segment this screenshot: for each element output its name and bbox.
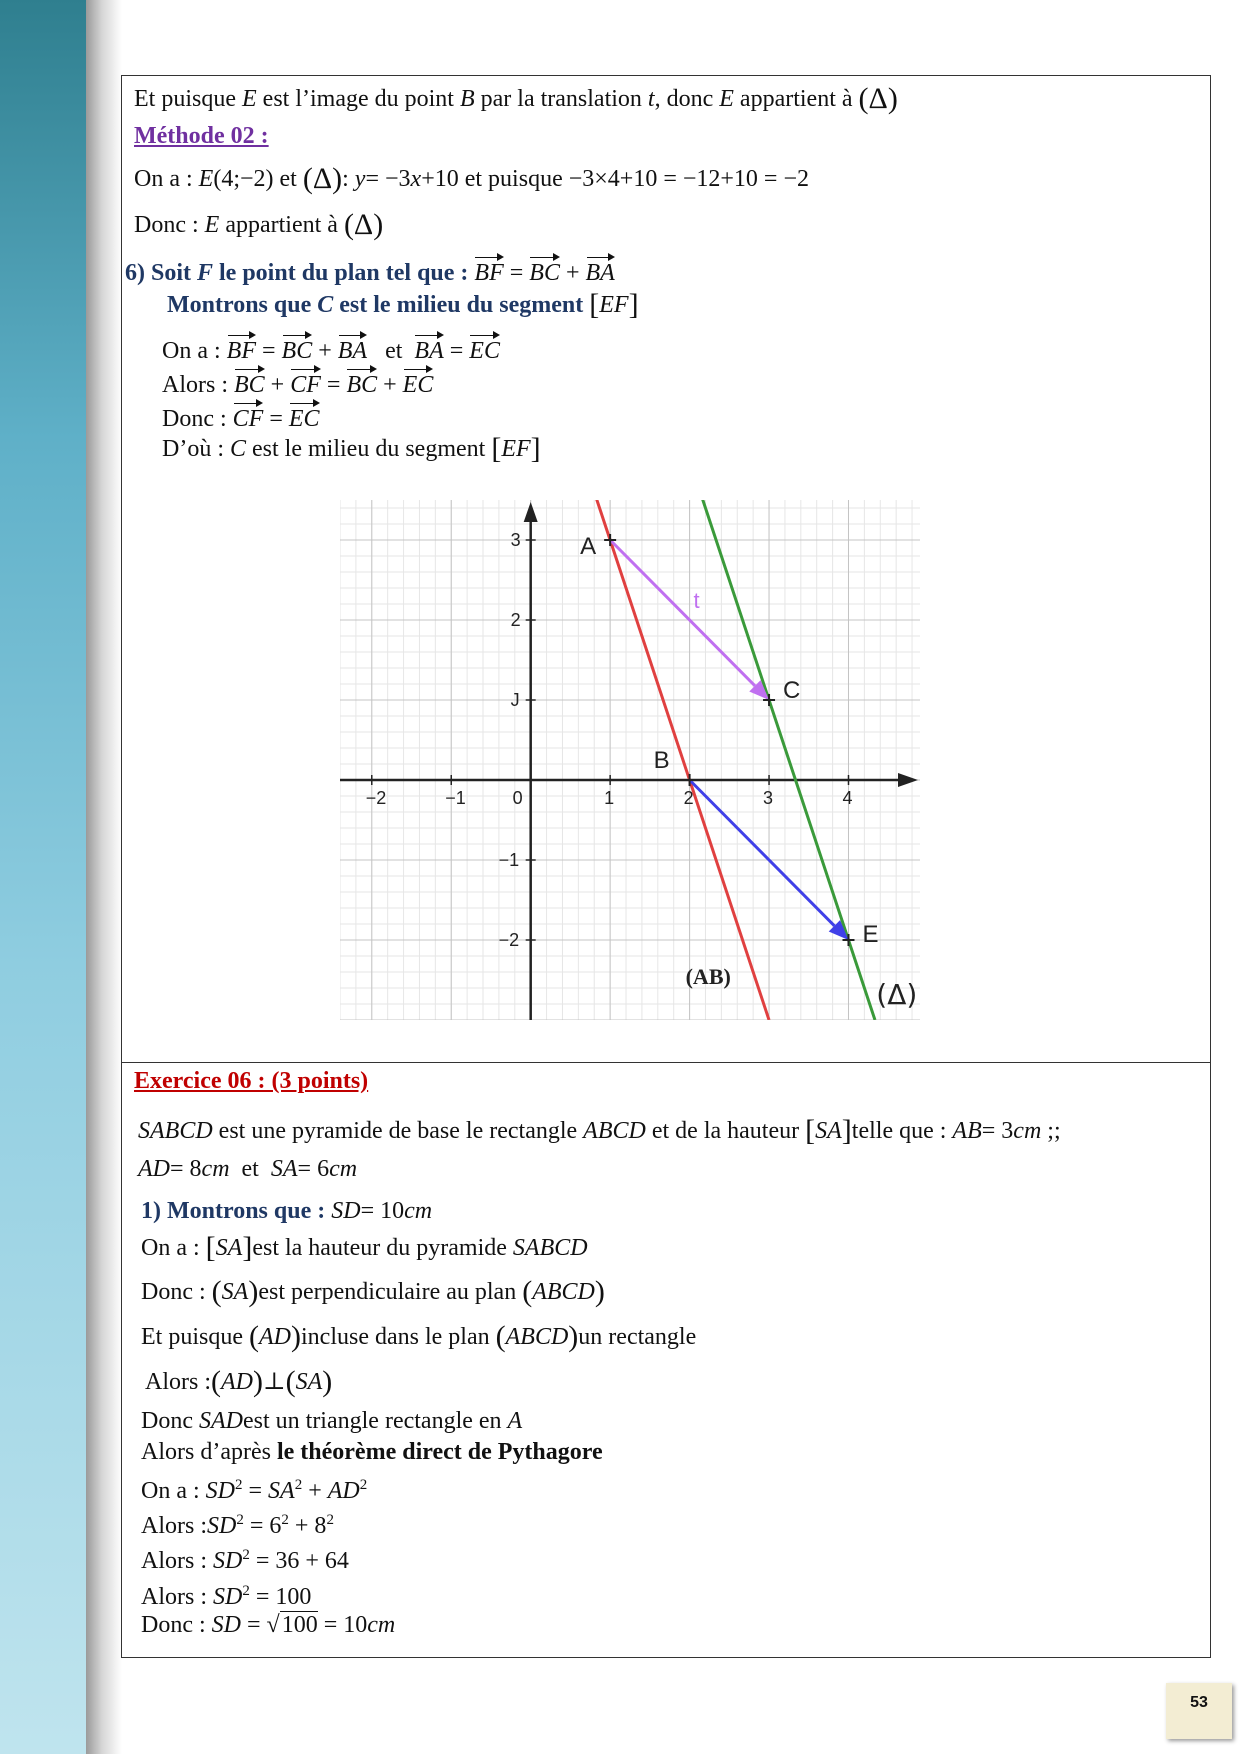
proof-line-4: D’où : C est le milieu du segment [EF] — [162, 432, 541, 465]
answer-line-3: Et puisque (AD)incluse dans le plan (ABCD)un rectangle — [141, 1320, 697, 1353]
proof-line-1: On a : BF = BC + BA et BA = EC — [162, 332, 500, 366]
exercise-intro-line-2: AD= 8cm et SA= 6cm — [138, 1156, 358, 1182]
answer-line-2: Donc : (SA)est perpendiculaire au plan (ABCD) — [141, 1275, 605, 1308]
x-tick-label: 4 — [842, 788, 853, 808]
question-6-title: 6) Soit F le point du plan tel que : BF = BC + BA — [125, 254, 615, 288]
x-tick-label: 2 — [683, 788, 694, 808]
answer-line-4: Alors :(AD)⊥(SA) — [145, 1365, 333, 1398]
sidebar-shadow — [86, 0, 122, 1754]
y-tick-label: −2 — [498, 930, 520, 950]
answer-line-8: Alors $:SD^2 = 6^2 + 8^2$ — [141, 1512, 334, 1539]
answer-line-11: Donc : SD = √100 = 10cm — [141, 1612, 396, 1638]
point-b-label: B — [653, 747, 670, 774]
vector-t-label: t — [693, 588, 700, 613]
question-1-title: 1) Montrons que : SD= 10cm — [141, 1198, 433, 1224]
y-tick-label: J — [510, 690, 520, 710]
point-c-label: C — [783, 677, 801, 704]
page-sidebar-band — [0, 0, 86, 1754]
answer-line-7: On a : $SD^2 = SA^2 + AD^2$ — [141, 1477, 368, 1504]
x-axis-arrow — [898, 773, 918, 787]
y-axis-arrow — [524, 502, 538, 522]
y-tick-label: 2 — [510, 610, 521, 630]
point-e-label: E — [862, 921, 879, 948]
proof-line-3: Donc : CF = EC — [162, 400, 320, 434]
line-ab-label: (AB) — [685, 964, 731, 989]
text-line-e-belongs: Donc : E appartient à (Δ) — [134, 208, 384, 241]
coordinate-graph — [340, 500, 920, 1020]
x-tick-label: −2 — [365, 788, 387, 808]
x-tick-label: 3 — [763, 788, 774, 808]
text-line-check-e: On a : E(4;−2) et (Δ): y= −3x+10 et puisque −3×4+10 = −12+10 = −2 — [134, 162, 809, 195]
vector-ac — [610, 540, 755, 686]
y-tick-label: −1 — [498, 850, 520, 870]
vector-be — [690, 780, 835, 926]
point-a-label: A — [580, 533, 597, 560]
exercise-intro-line-1: SABCD est une pyramide de base le rectangle ABCD et de la hauteur [SA]telle que : AB= 3cm ;; — [138, 1114, 1061, 1147]
x-tick-label: 0 — [512, 788, 523, 808]
question-6-subtitle: Montrons que C est le milieu du segment [EF] — [167, 288, 639, 321]
page-number: 53 — [1166, 1683, 1232, 1739]
proof-line-2: Alors : BC + CF = BC + EC — [162, 366, 433, 400]
method-02-title: Méthode 02 : — [134, 123, 269, 149]
exercise-06-box — [121, 1062, 1211, 1658]
x-tick-label: −1 — [445, 788, 466, 808]
answer-line-5: Donc SADest un triangle rectangle en A — [141, 1408, 523, 1434]
answer-line-10: Alors : $SD^2 = 100$ — [141, 1583, 312, 1610]
line-delta-label: (Δ) — [876, 978, 918, 1011]
line-ab — [592, 500, 769, 1020]
text-line-e-image: Et puisque E est l’image du point B par la translation t, donc E appartient à (Δ) — [134, 82, 898, 115]
answer-line-6: Alors d’après le théorème direct de Pythagore — [141, 1439, 603, 1465]
exercise-06-title: Exercice 06 : (3 points) — [134, 1068, 369, 1094]
x-tick-label: 1 — [604, 788, 615, 808]
answer-line-1: On a : [SA]est la hauteur du pyramide SABCD — [141, 1231, 588, 1264]
answer-line-9: Alors : $SD^2 = 36 + 64$ — [141, 1547, 349, 1574]
y-tick-label: 3 — [510, 530, 521, 550]
